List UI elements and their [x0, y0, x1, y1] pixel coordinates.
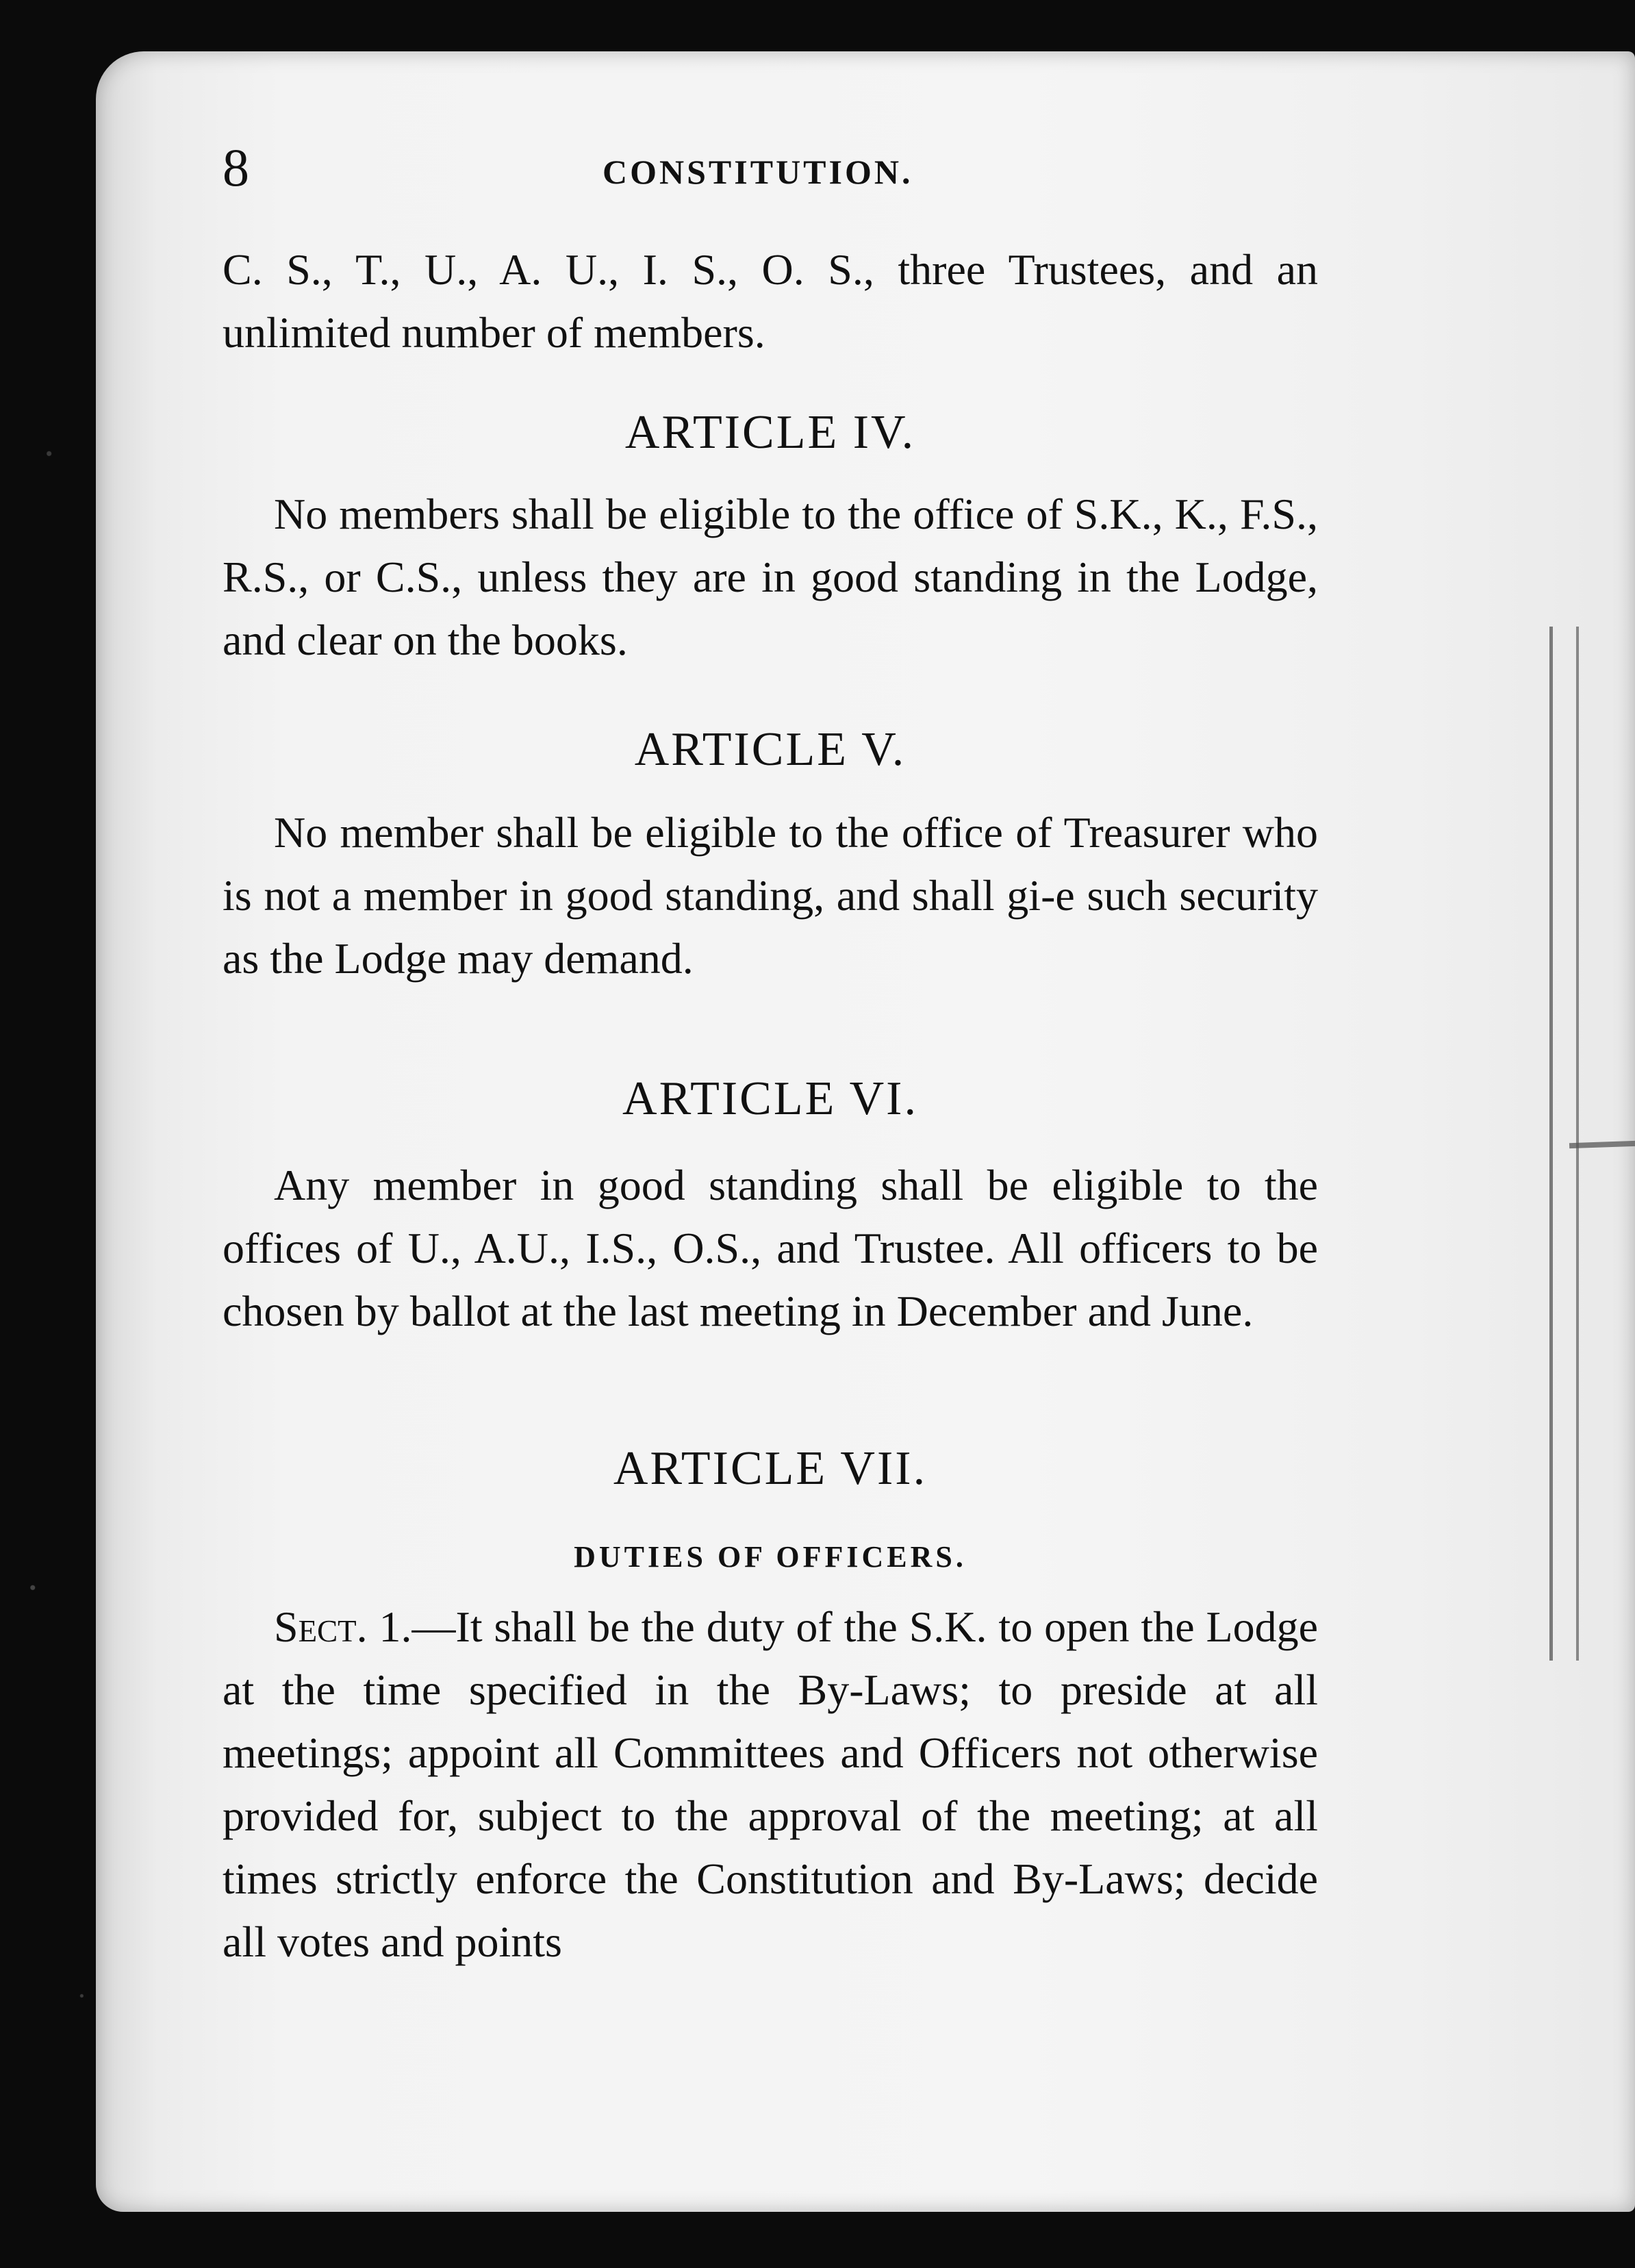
- section-text: —It shall be the duty of the S.K. to open the Lodge at the time specified in the By-Laws; to preside at all meetings; appoint all Committees and Officers not otherwise provided for, subject to the approval of the meeting; at all times strictly enforce the Constitution and By-Laws; decide all votes and points: [223, 1602, 1318, 1966]
- article-vi-text: Any member in good standing shall be eligible to the offices of U., A.U., I.S., O.S., and Trustee. All officers to be chosen by ballot at the last meeting in December and June.: [223, 1161, 1318, 1335]
- article-vi-heading: ARTICLE VI.: [622, 1072, 918, 1125]
- duties-subheading: DUTIES OF OFFICERS.: [574, 1540, 967, 1574]
- section-label: Sect. 1.: [274, 1602, 412, 1651]
- page-header: [223, 137, 1345, 205]
- article-iv-heading: ARTICLE IV.: [624, 406, 916, 459]
- binding-tie: [1569, 1137, 1635, 1148]
- article-v-text: No member shall be eligible to the office of Treasurer who is not a member in good standing, and shall gi‐e such security as the Lodge may demand.: [223, 808, 1318, 983]
- article-v-heading: ARTICLE V.: [634, 723, 907, 776]
- continuation-paragraph: C. S., T., U., A. U., I. S., O. S., three Trustees, and an unlimited number of members.: [223, 245, 1318, 357]
- article-vii-section-1: [223, 1596, 1318, 1974]
- article-iv-text: No members shall be eligible to the office of S.K., K., F.S., R.S., or C.S., unless they are in good standing in the Lodge, and clear on the books.: [223, 490, 1318, 664]
- running-head: CONSTITUTION.: [603, 153, 913, 191]
- article-vii-heading: ARTICLE VII.: [613, 1442, 928, 1495]
- page-number: 8: [223, 138, 249, 197]
